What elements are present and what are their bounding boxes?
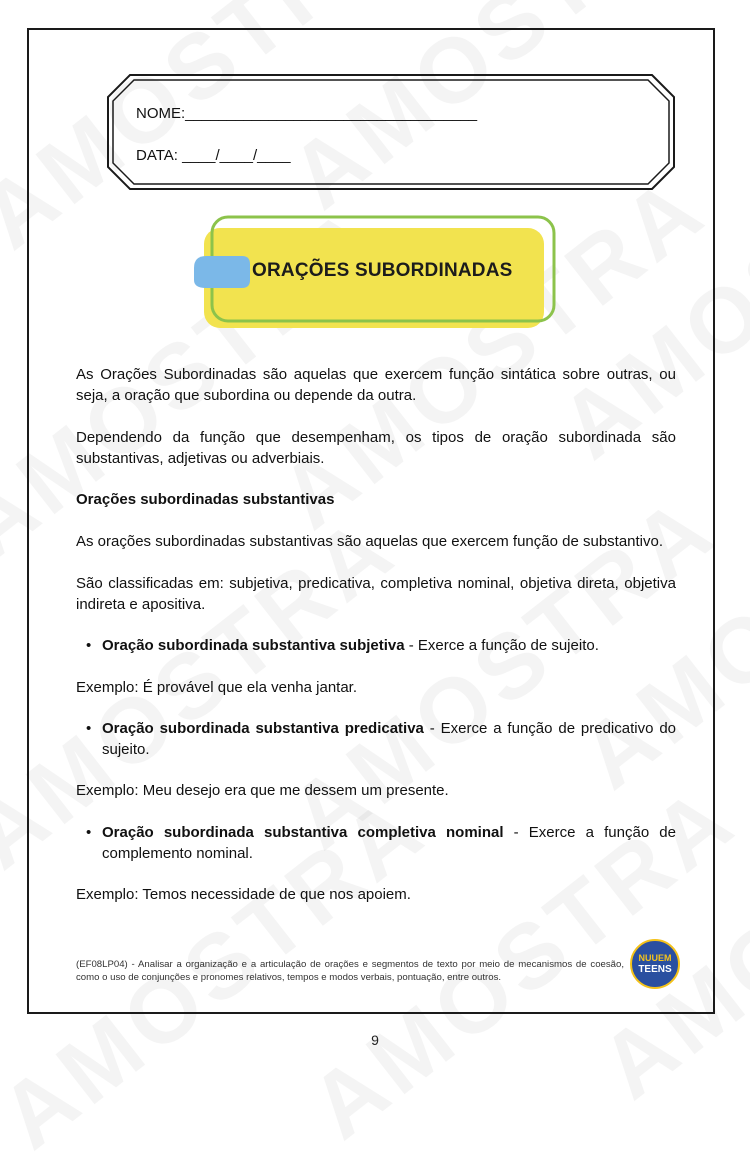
name-field[interactable]: NOME:___________________________________ (136, 105, 478, 122)
bullet-dot: • (86, 824, 92, 841)
list-item (86, 635, 676, 656)
logo-text-top: NUUEM (638, 953, 672, 963)
example-text: Exemplo: Meu desejo era que me dessem um presente. (76, 782, 449, 799)
bullet-desc: - Exerce a função de predicativo do sujeito. (102, 720, 677, 758)
bullet-desc: - Exerce a função de complemento nominal. (102, 824, 676, 862)
page-number: 9 (371, 1032, 379, 1048)
page-title: ORAÇÕES SUBORDINADAS (252, 260, 513, 281)
example-text: Exemplo: Temos necessidade de que nos apoiem. (76, 886, 411, 903)
paragraph-classification: São classificadas em: subjetiva, predicativa, completiva nominal, objetiva direta, objetiva indireta e apositiva. (76, 575, 676, 613)
bullet-dot: • (86, 637, 92, 654)
paragraph-types: Dependendo da função que desempenham, os tipos de oração subordinada são substantivas, adjetivas ou adverbiais. (76, 429, 676, 467)
logo-text-bottom: TEENS (638, 964, 672, 975)
list-item (86, 822, 676, 864)
section-heading: Orações subordinadas substantivas (76, 491, 335, 508)
example-text: Exemplo: É provável que ela venha jantar. (76, 679, 358, 696)
bullet-desc: - Exerce a função de sujeito. (404, 637, 599, 654)
footer-note: (EF08LP04) - Analisar a organização e a articulação de orações e segmentos de texto por meio de mecanismos de coesão, como o uso de conjunções e pronomes relativos, tempos e modos verbais, pontuação, entre outros. (76, 959, 624, 983)
name-box-border (106, 73, 676, 191)
bullet-term: Oração subordinada substantiva completiva nominal (102, 824, 504, 841)
nuuem-teens-logo (629, 938, 681, 990)
bullet-term: Oração subordinada substantiva subjetiva (102, 637, 405, 654)
list-item (86, 718, 676, 760)
paragraph-intro: As Orações Subordinadas são aquelas que exercem função sintática sobre outras, ou seja, a oração que subordina ou depende da outra. (76, 366, 676, 404)
paragraph-definition: As orações subordinadas substantivas são aquelas que exercem função de substantivo. (76, 533, 664, 550)
name-date-box (106, 73, 676, 191)
bullet-dot: • (86, 720, 92, 737)
date-field[interactable]: DATA: ____/____/____ (136, 147, 291, 164)
bullet-term: Oração subordinada substantiva predicativa (102, 720, 424, 737)
title-badge (194, 214, 564, 334)
